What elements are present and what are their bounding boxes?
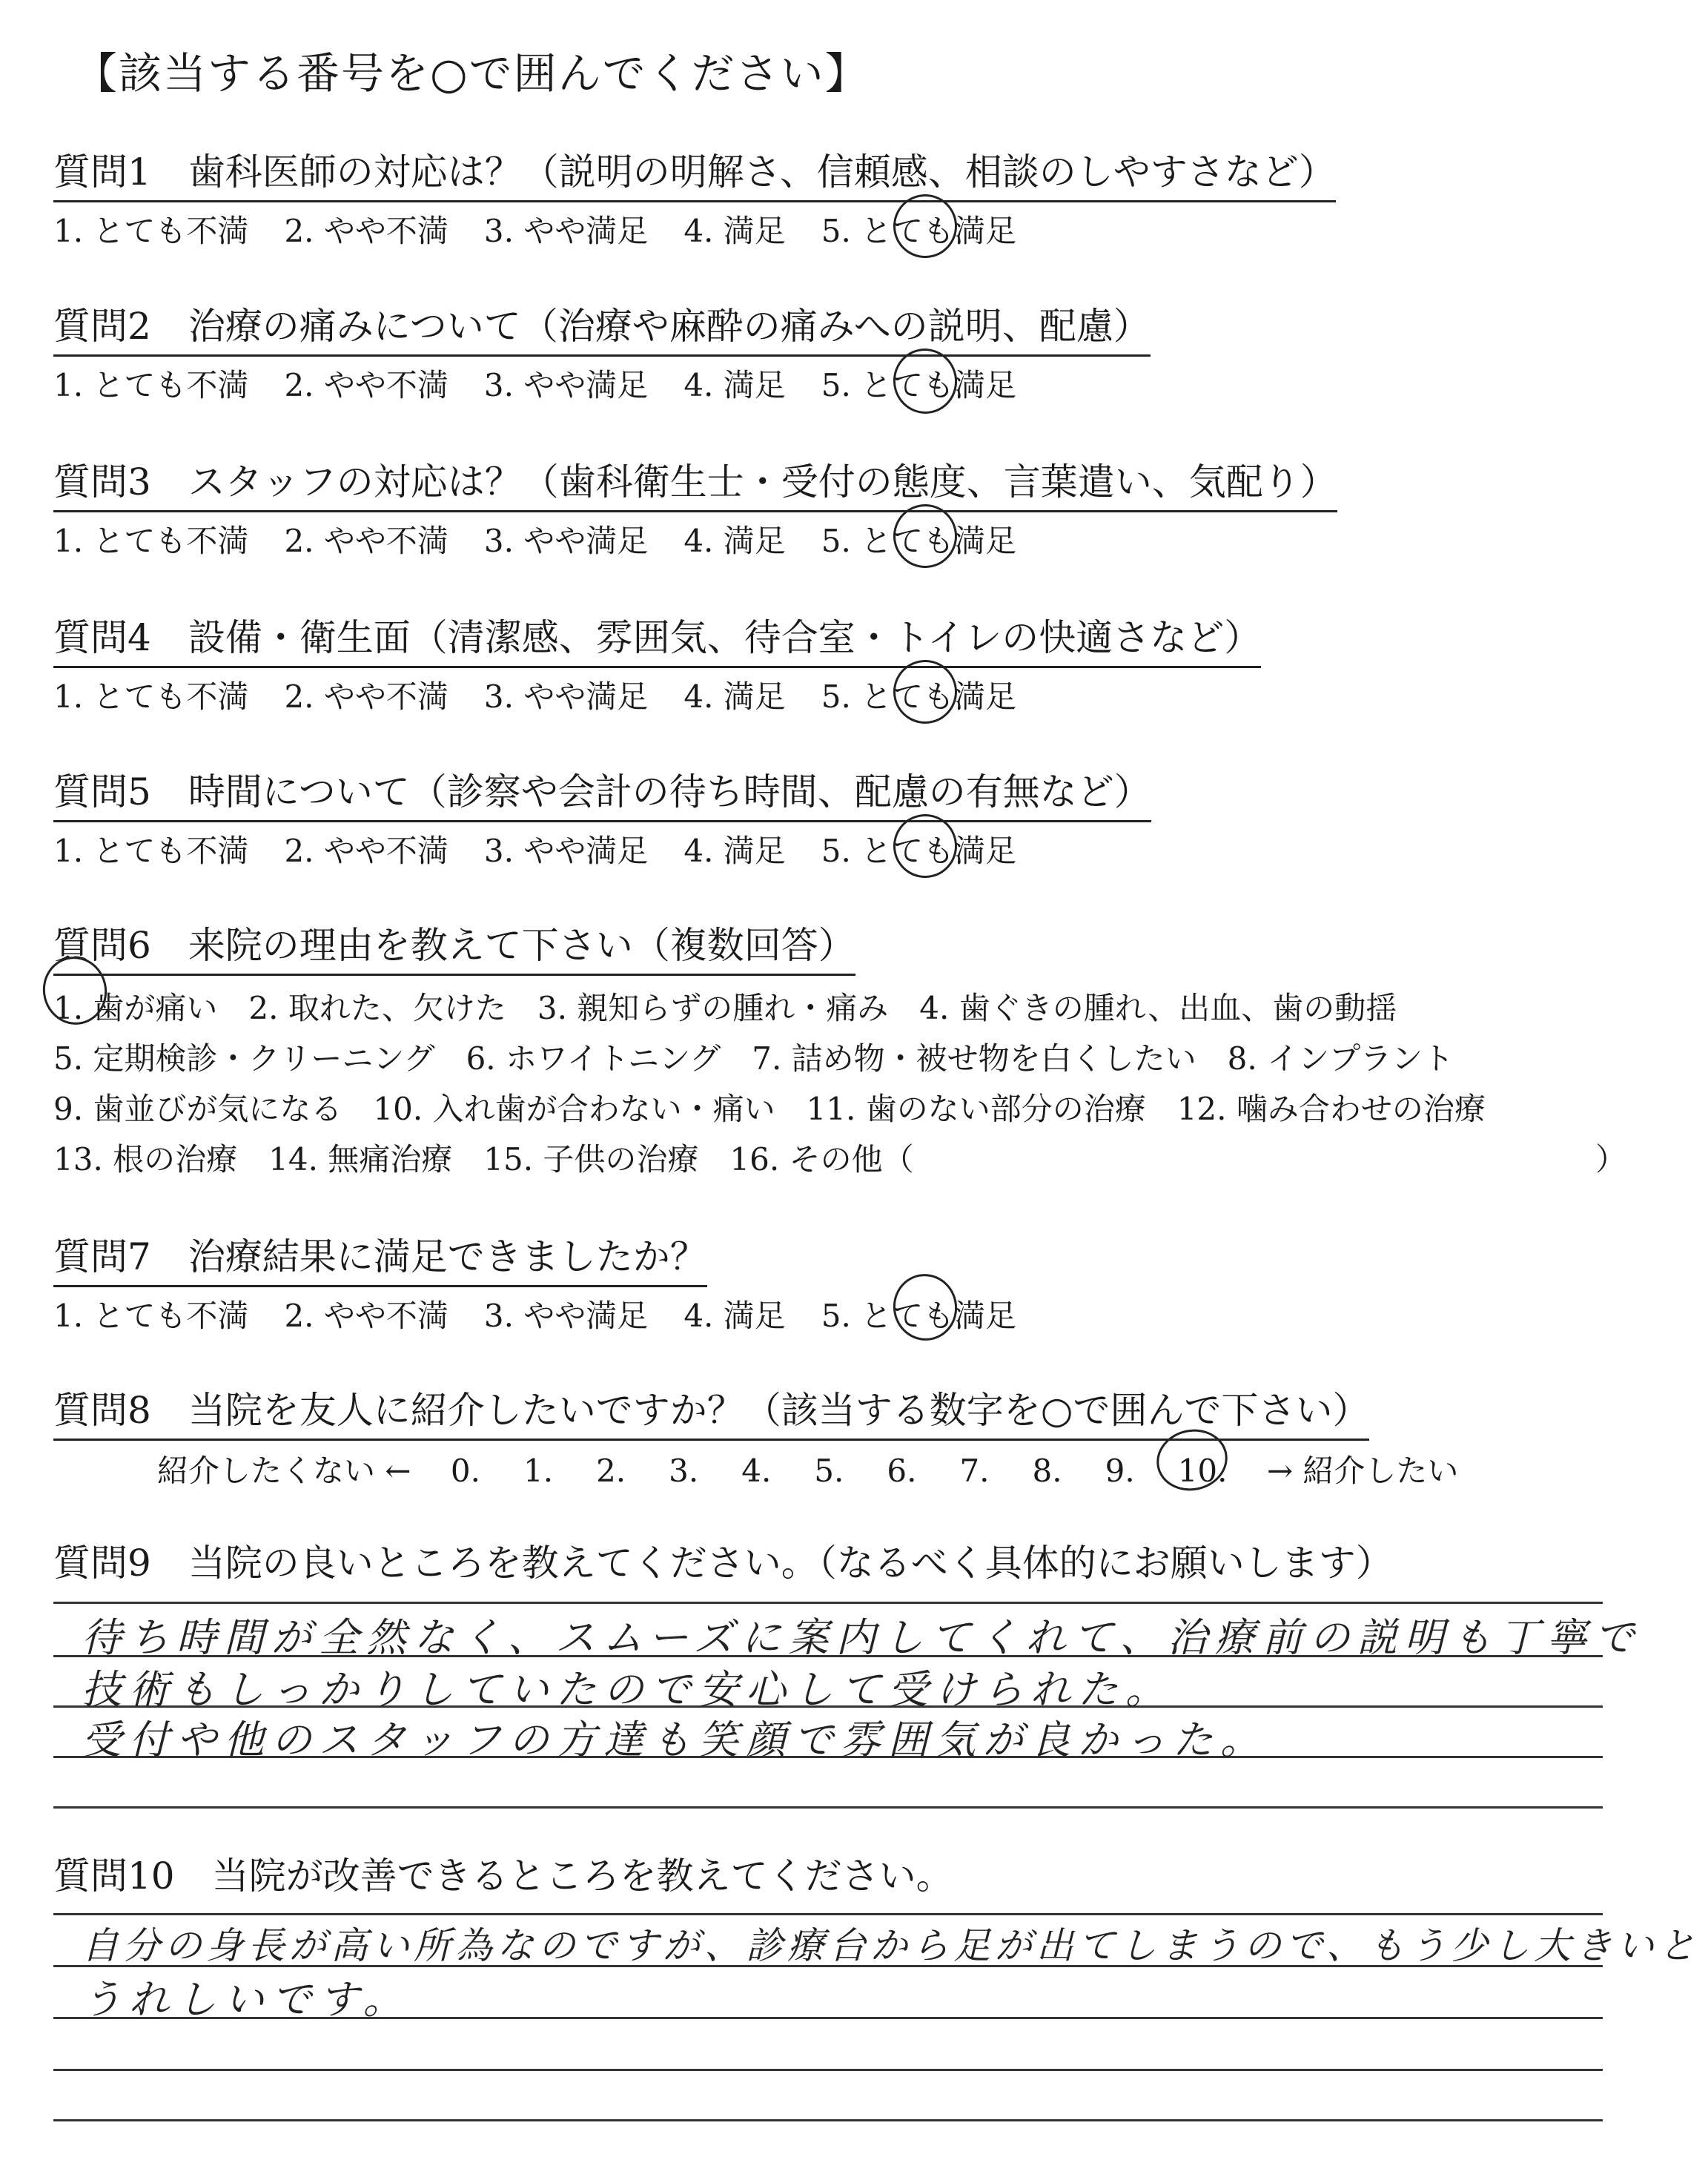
scale-8[interactable]: 8. [1032,1453,1062,1489]
option-3[interactable]: 3. やや満足 [483,213,649,249]
option-3[interactable]: 3. やや満足 [483,678,649,715]
option-4[interactable]: 4. 満足 [683,678,786,715]
option-1[interactable]: 1. とても不満 [53,213,249,249]
scale-4[interactable]: 4. [741,1453,772,1489]
answer-rule [53,1913,1603,1915]
handwritten-answer-line: 技術もしっかりしていたので安心して受けられた。 [82,1666,1173,1713]
question-title: 質問6 来院の理由を教えて下さい（複数回答） [53,916,855,976]
option-2[interactable]: 2. やや不満 [284,367,448,403]
question-2 [53,297,1647,406]
answer-rule [53,2119,1603,2121]
option-3[interactable]: 3. やや満足 [483,833,649,869]
question-title: 質問7 治療結果に満足できましたか？ [53,1227,707,1287]
option-4[interactable]: 4. 満足 [683,213,786,249]
option-2[interactable]: 2. やや不満 [284,523,448,559]
option-5[interactable]: 5. とても満足 [821,678,1017,715]
question-8 [53,1381,1647,1491]
other-close-paren: ） [1595,1141,1627,1178]
answer-rule [53,1602,1603,1604]
option-4[interactable]: 4. 満足 [683,523,786,559]
option-4[interactable]: 4. 満足 [683,367,786,403]
option-5[interactable]: 5. とても満足 [821,523,1017,559]
option-4[interactable]: 4. 満足 [683,1298,786,1334]
handwritten-answer-line: うれしいです。 [82,1976,411,2023]
reason-line[interactable]: 1. 歯が痛い 2. 取れた、欠けた 3. 親知らずの腫れ・痛み 4. 歯ぐきの腫れ、出血、歯の動揺 [53,990,1397,1026]
page-title: 【該当する番号を○で囲んでください】 [74,48,870,99]
question-1 [53,142,1647,251]
question-title: 質問4 設備・衛生面（清潔感、雰囲気、待合室・トイレの快適さなど） [53,608,1261,668]
question-3 [53,452,1647,561]
option-1[interactable]: 1. とても不満 [53,1298,249,1334]
option-4[interactable]: 4. 満足 [683,833,786,869]
question-title: 質問3 スタッフの対応は？（歯科衛生士・受付の態度、言葉遣い、気配り） [53,452,1337,512]
scale-1[interactable]: 1. [523,1453,554,1489]
option-5[interactable]: 5. とても満足 [821,213,1017,249]
scale-3[interactable]: 3. [669,1453,699,1489]
option-2[interactable]: 2. やや不満 [284,678,448,715]
question-title: 質問2 治療の痛みについて（治療や麻酔の痛みへの説明、配慮） [53,297,1151,357]
option-5[interactable]: 5. とても満足 [821,833,1017,869]
scale-0[interactable]: 0. [450,1453,480,1489]
question-title: 質問5 時間について（診察や会計の待ち時間、配慮の有無など） [53,762,1151,822]
question-title: 質問1 歯科医師の対応は？（説明の明解さ、信頼感、相談のしやすさなど） [53,142,1336,202]
question-title: 質問8 当院を友人に紹介したいですか？（該当する数字を○で囲んで下さい） [53,1381,1369,1441]
option-3[interactable]: 3. やや満足 [483,367,649,403]
option-1[interactable]: 1. とても不満 [53,367,249,403]
question-9 [53,1533,1647,1591]
reason-options [53,983,1647,1185]
handwritten-answer-line: 受付や他のスタッフの方達も笑顔で雰囲気が良かった。 [82,1717,1268,1763]
question-7 [53,1227,1647,1336]
scale-right-label: → 紹介したい [1266,1453,1459,1489]
reason-line[interactable]: 5. 定期検診・クリーニング 6. ホワイトニング 7. 詰め物・被せ物を白くしたい 8. インプラント [53,1040,1454,1077]
handwritten-answer-line: 自分の身長が高い所為なのですが、診療台から足が出てしまうので、もう少し大きいと [82,1924,1700,1967]
reason-line[interactable]: 13. 根の治療 14. 無痛治療 15. 子供の治療 16. その他（ ） [53,1135,1647,1185]
option-1[interactable]: 1. とても不満 [53,523,249,559]
option-5[interactable]: 5. とても満足 [821,367,1017,403]
question-6 [53,916,1647,1185]
option-2[interactable]: 2. やや不満 [284,833,448,869]
scale-2[interactable]: 2. [596,1453,626,1489]
option-3[interactable]: 3. やや満足 [483,523,649,559]
question-title: 質問10 当院が改善できるところを教えてください。 [53,1855,953,1898]
handwritten-answer-line: 待ち時間が全然なく、スムーズに案内してくれて、治療前の説明も丁寧で [82,1614,1642,1661]
option-1[interactable]: 1. とても不満 [53,678,249,715]
answer-options [53,517,1647,561]
answer-options [53,1292,1647,1336]
option-3[interactable]: 3. やや満足 [483,1298,649,1334]
option-2[interactable]: 2. やや不満 [284,1298,448,1334]
scale-left-label: 紹介したくない ← [157,1453,411,1489]
answer-options [53,361,1647,406]
answer-options [53,673,1647,717]
question-4 [53,608,1647,717]
scale-9[interactable]: 9. [1105,1453,1135,1489]
answer-options [53,827,1647,871]
question-5 [53,762,1647,871]
question-10 [53,1846,1647,1904]
reason-line[interactable]: 9. 歯並びが気になる 10. 入れ歯が合わない・痛い 11. 歯のない部分の治療 12. 噛み合わせの治療 [53,1091,1486,1127]
answer-rule [53,2069,1603,2071]
option-1[interactable]: 1. とても不満 [53,833,249,869]
scale-7[interactable]: 7. [959,1453,990,1489]
recommend-scale [53,1447,1647,1491]
answer-options [53,207,1647,251]
option-2[interactable]: 2. やや不満 [284,213,448,249]
scale-10[interactable]: 10. [1177,1453,1228,1489]
question-title: 質問9 当院の良いところを教えてください。（なるべく具体的にお願いします） [53,1542,1393,1585]
answer-rule [53,1806,1603,1809]
scale-6[interactable]: 6. [887,1453,917,1489]
scale-5[interactable]: 5. [814,1453,844,1489]
option-5[interactable]: 5. とても満足 [821,1298,1017,1334]
